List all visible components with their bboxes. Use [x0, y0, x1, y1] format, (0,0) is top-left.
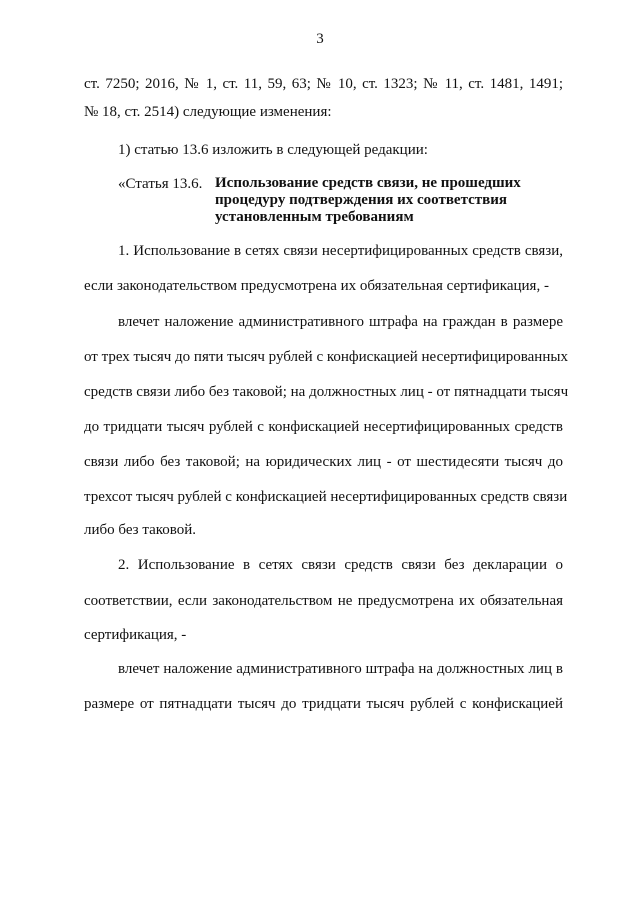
part-2-line: соответствии, если законодательством не предусмотрена их обязательная — [84, 593, 563, 609]
item-1-text: 1) статью 13.6 изложить в следующей редакции: — [118, 142, 428, 158]
part-1-line: если законодательством предусмотрена их обязательная сертификация, - — [84, 278, 549, 294]
article-title-line: установленным требованиям — [215, 209, 414, 225]
sanction-1-line: от трех тысяч до пяти тысяч рублей с конфискацией несертифицированных — [84, 349, 568, 365]
part-2-line: 2. Использование в сетях связи средств связи без декларации о — [118, 557, 563, 573]
article-title-line: Использование средств связи, не прошедших — [215, 175, 521, 191]
page-number: 3 — [316, 31, 324, 47]
intro-line-2: № 18, ст. 2514) следующие изменения: — [84, 104, 332, 120]
sanction-1-line: связи либо без таковой; на юридических лиц - от шестидесяти тысяч до — [84, 454, 563, 470]
sanction-1-line: либо без таковой. — [84, 522, 197, 538]
sanction-1-line: средств связи либо без таковой; на должностных лиц - от пятнадцати тысяч — [84, 384, 569, 400]
sanction-1-line: трехсот тысяч рублей с конфискацией несертифицированных средств связи — [84, 489, 568, 505]
part-1-line: 1. Использование в сетях связи несертифицированных средств связи, — [118, 243, 563, 259]
sanction-2-line: влечет наложение административного штрафа на должностных лиц в — [118, 661, 563, 677]
sanction-1-line: до тридцати тысяч рублей с конфискацией несертифицированных средств — [84, 419, 563, 435]
article-title-line: процедуру подтверждения их соответствия — [215, 192, 508, 208]
intro-line-1: ст. 7250; 2016, № 1, ст. 11, 59, 63; № 10, ст. 1323; № 11, ст. 1481, 1491; — [84, 76, 563, 92]
sanction-2-line: размере от пятнадцати тысяч до тридцати тысяч рублей с конфискацией — [84, 696, 563, 712]
part-2-line: сертификация, - — [84, 627, 187, 643]
sanction-1-line: влечет наложение административного штрафа на граждан в размере — [118, 314, 563, 330]
article-label: «Статья 13.6. — [118, 176, 203, 192]
article-title — [215, 175, 525, 226]
